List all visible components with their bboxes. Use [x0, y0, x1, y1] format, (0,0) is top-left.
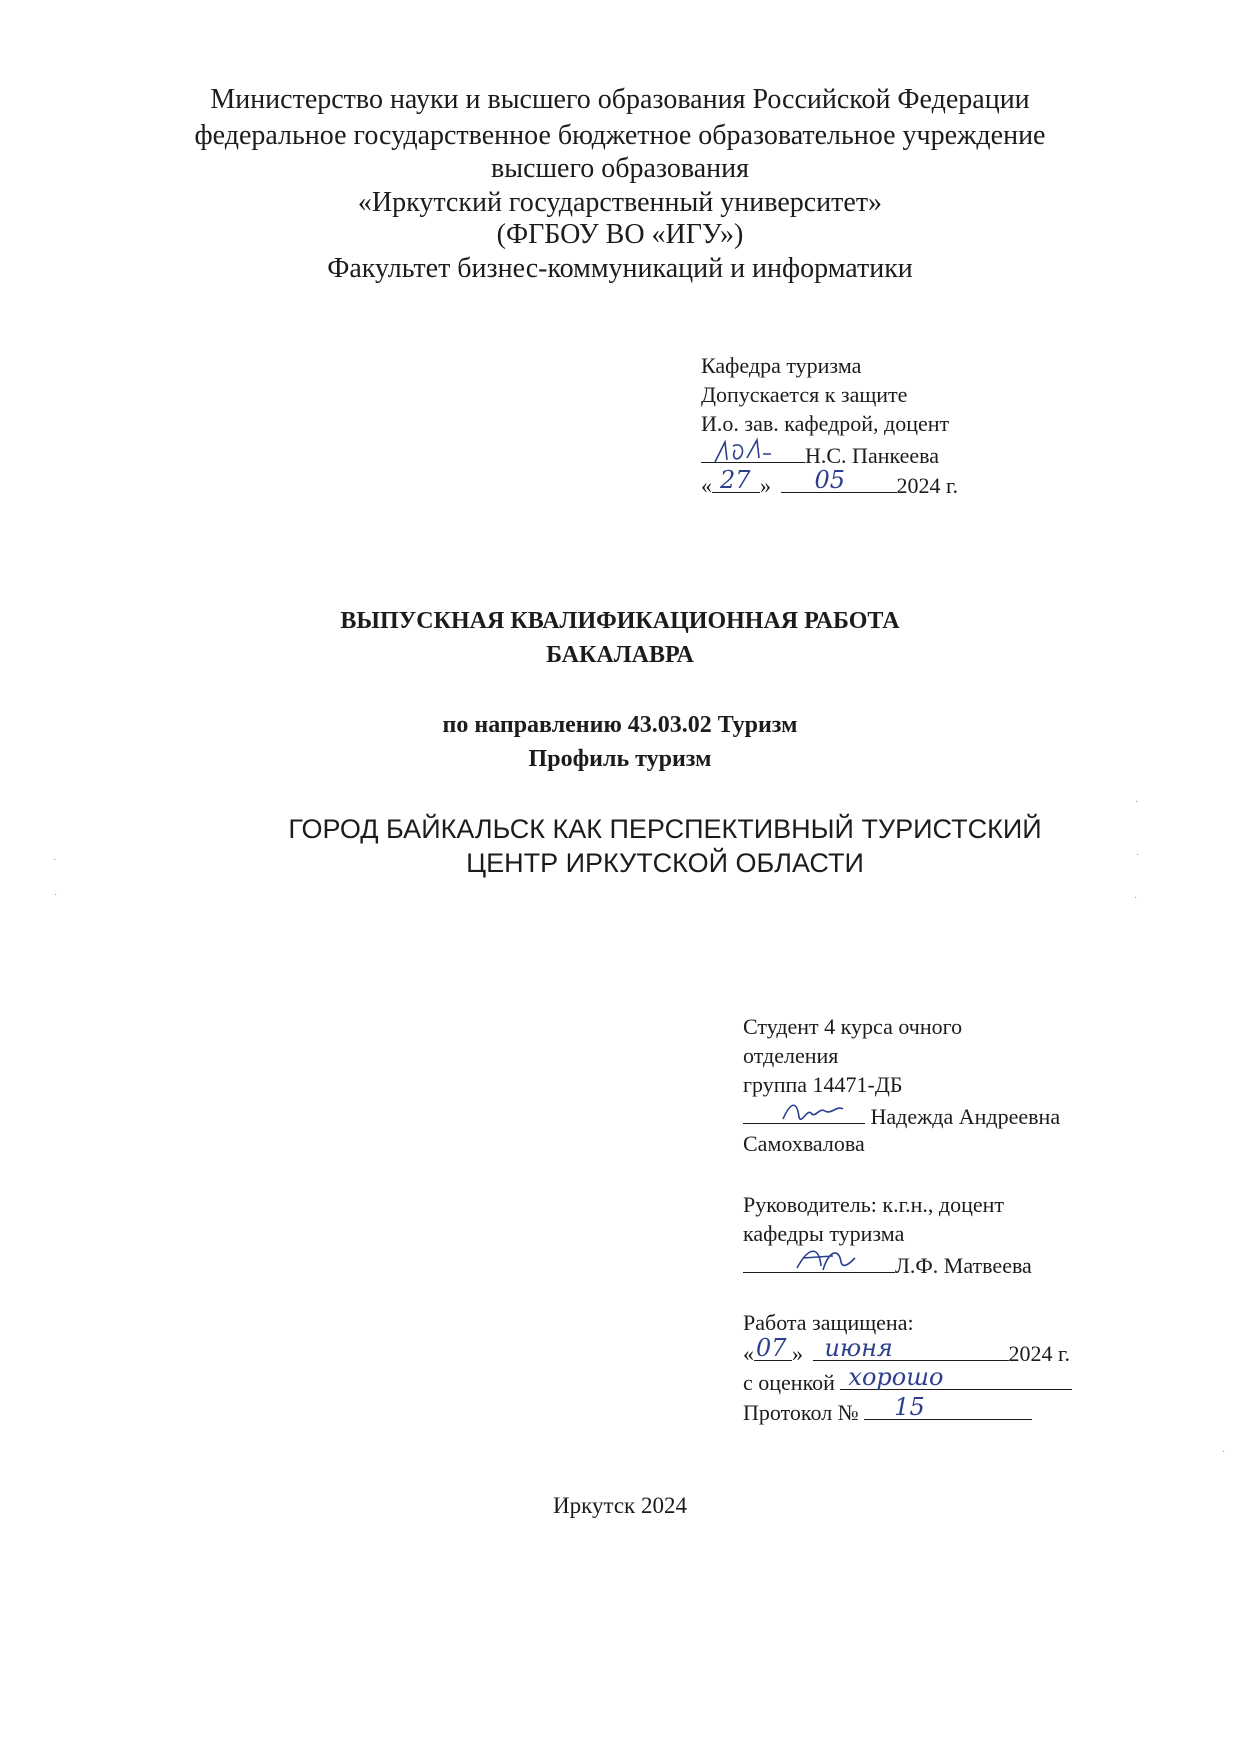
defense-protocol-line [743, 1393, 1032, 1427]
defense-day-field [754, 1334, 792, 1362]
defense-protocol-number: 15 [894, 1393, 925, 1421]
head-signature-field [701, 440, 805, 463]
approval-month: 05 [814, 466, 846, 494]
defense-year: 2024 г. [1008, 1341, 1071, 1366]
scan-speck: · [1222, 1447, 1226, 1458]
scan-speck: · [54, 890, 58, 901]
defense-protocol-field [864, 1393, 1032, 1421]
student-department: отделения [743, 1043, 839, 1068]
approval-month-field [781, 466, 897, 494]
work-profile: Профиль туризм [528, 746, 712, 772]
topic-line1: ГОРОД БАЙКАЛЬСК КАК ПЕРСПЕКТИВНЫЙ ТУРИСТСКИЙ [288, 814, 1042, 844]
defense-grade: хорошо [848, 1363, 944, 1391]
scan-speck: · [1136, 850, 1140, 861]
abbreviation-line: (ФГБОУ ВО «ИГУ») [496, 219, 744, 250]
head-name: Н.С. Панкеева [805, 443, 940, 468]
defense-day: 07 [756, 1334, 787, 1362]
approval-date-line [701, 466, 959, 500]
defense-grade-field [840, 1363, 1072, 1391]
defense-month: июня [824, 1334, 893, 1362]
work-type-line2: БАКАЛАВРА [546, 642, 694, 668]
approval-day: 27 [720, 466, 751, 494]
student-signature-field [743, 1101, 865, 1124]
ministry-line: Министерство науки и высшего образования Российской Федерации [210, 84, 1030, 115]
approval-department: Кафедра туризма [701, 353, 862, 378]
scan-speck: · [1134, 893, 1138, 904]
student-group: группа 14471-ДБ [743, 1072, 903, 1097]
scan-speck: · [1135, 797, 1139, 808]
approval-admission: Допускается к защите [701, 382, 908, 407]
education-level-line: высшего образования [491, 153, 749, 184]
student-course: Студент 4 курса очного [743, 1014, 963, 1039]
student-name-part1: Надежда Андреевна [870, 1104, 1061, 1129]
defense-month-field [813, 1334, 1009, 1362]
defense-date-open-quote: « [743, 1341, 754, 1366]
approval-date-open-quote: « [701, 473, 712, 498]
approval-year: 2024 г. [896, 473, 959, 498]
student-name-part2: Самохвалова [743, 1131, 865, 1156]
scan-speck: · [53, 855, 57, 866]
head-signature [711, 436, 795, 466]
city-year: Иркутск 2024 [553, 1493, 687, 1518]
work-type-line1: ВЫПУСКНАЯ КВАЛИФИКАЦИОННАЯ РАБОТА [340, 608, 900, 634]
supervisor-signature-line [743, 1250, 1032, 1280]
defense-date-close-quote: » [792, 1341, 803, 1366]
supervisor-signature-field [743, 1250, 895, 1273]
work-direction: по направлению 43.03.02 Туризм [442, 712, 798, 738]
defense-label: Работа защищена: [743, 1310, 914, 1335]
defense-protocol-label: Протокол № [743, 1400, 859, 1425]
university-line: «Иркутский государственный университет» [357, 187, 883, 218]
institution-type-line: федеральное государственное бюджетное образовательное учреждение [194, 120, 1046, 151]
faculty-line: Факультет бизнес-коммуникаций и информатики [327, 253, 913, 284]
supervisor-department: кафедры туризма [743, 1221, 905, 1246]
approval-head-title: И.о. зав. кафедрой, доцент [701, 411, 950, 436]
student-signature-line [743, 1101, 1060, 1131]
supervisor-name: Л.Ф. Матвеева [895, 1253, 1032, 1278]
approval-day-field [712, 466, 760, 494]
supervisor-title: Руководитель: к.г.н., доцент [743, 1192, 1005, 1217]
approval-date-close-quote: » [760, 473, 771, 498]
student-signature [781, 1097, 881, 1127]
topic-line2: ЦЕНТР ИРКУТСКОЙ ОБЛАСТИ [466, 848, 864, 878]
supervisor-signature [793, 1242, 873, 1276]
defense-grade-label: с оценкой [743, 1370, 835, 1395]
